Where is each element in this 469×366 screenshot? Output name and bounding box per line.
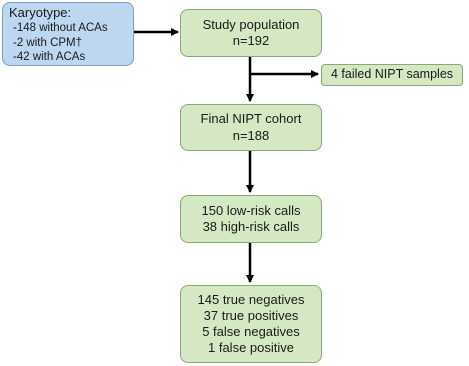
final-cohort-count: n=188	[232, 127, 270, 143]
false-positive: 1 false positive	[208, 340, 294, 356]
karyotype-title: Karyotype:	[9, 5, 72, 20]
true-positives: 37 true positives	[203, 307, 299, 323]
high-risk-calls: 38 high-risk calls	[202, 219, 300, 234]
false-negatives: 5 false negatives	[202, 324, 300, 339]
karyotype-item: -42 with ACAs	[13, 51, 86, 63]
risk-calls-box	[180, 195, 322, 243]
study-population-label: Study population	[202, 16, 300, 32]
true-negatives: 145 true negatives	[197, 291, 305, 307]
results-box	[180, 285, 322, 363]
final-cohort-box	[180, 104, 322, 151]
study-population-count: n=192	[232, 33, 270, 48]
low-risk-calls: 150 low-risk calls	[201, 202, 301, 218]
karyotype-item: -2 with CPM†	[13, 36, 83, 49]
karyotype-box	[2, 2, 134, 66]
final-cohort-label: Final NIPT cohort	[200, 111, 302, 127]
karyotype-item: -148 without ACAs	[13, 22, 108, 35]
failed-samples-box	[321, 64, 463, 86]
study-population-box	[180, 9, 322, 57]
failed-samples-label: 4 failed NIPT samples	[330, 67, 454, 82]
